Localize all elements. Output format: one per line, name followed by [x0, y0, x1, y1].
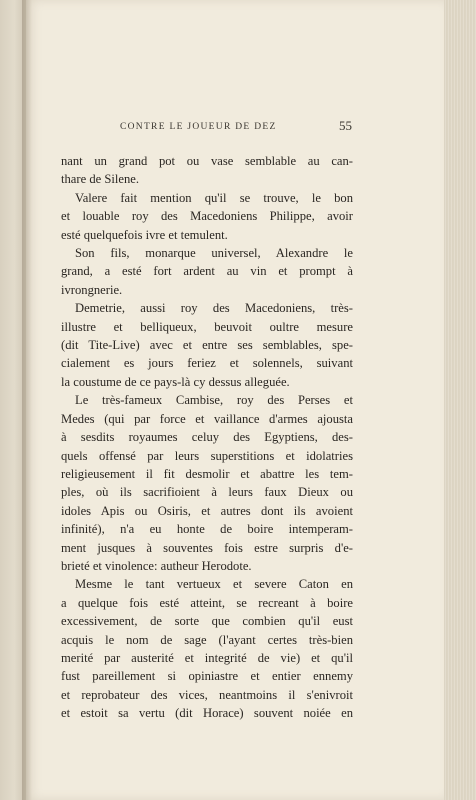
text-line: ivrongnerie. [61, 282, 123, 297]
text-line: grand, a esté fort ardent au vin et prompt à [61, 264, 353, 279]
page-number: 55 [339, 118, 352, 133]
text-line: et louable roy des Macedoniens Philippe, avoir [61, 209, 353, 224]
text-line: Demetrie, aussi roy des Macedoniens, très- [75, 301, 353, 316]
text-line: merité par austerité et integrité de vie) et qu'il [61, 650, 353, 665]
text-line: Valere fait mention qu'il se trouve, le bon [75, 190, 353, 205]
running-head: CONTRE LE JOUEUR DE DEZ [120, 122, 277, 132]
text-line: la coustume de ce pays-là cy dessus alleguée. [61, 374, 290, 389]
text-line: ment jusques à souventes fois estre surpris d'e- [61, 540, 353, 555]
text-line: Medes (qui par force et vaillance d'armes ajousta [61, 411, 353, 426]
text-line: a quelque fois esté atteint, se recreant à boire [61, 595, 353, 610]
book-gutter [22, 0, 32, 800]
text-line: (dit Tite-Live) avec et entre ses semblables, spe- [61, 338, 353, 353]
text-line: Son fils, monarque universel, Alexandre le [75, 246, 353, 261]
text-line: quels offensé par leurs superstitions et idolatries [61, 448, 353, 463]
text-line: fust pareillement si opiniastre et entier ennemy [61, 669, 353, 684]
page-header [120, 118, 352, 136]
text-line: ples, où ils sacrifioient à leurs faux Dieux ou [61, 485, 353, 500]
text-line: idoles Apis ou Osiris, et autres dont ils avoient [61, 503, 353, 518]
text-line: Mesme le tant vertueux et severe Caton en [75, 577, 353, 592]
text-line: esté quelquefois ivre et temulent. [61, 227, 228, 242]
text-line: à sesdits royaumes celuy des Egyptiens, des- [61, 430, 353, 445]
text-line: et reprobateur des vices, neantmoins il s'enivroit [61, 687, 353, 702]
text-line: infinité), n'a eu honte de boire intemperam- [61, 522, 353, 537]
text-line: cialement es jours feriez et solennels, suivant [61, 356, 353, 371]
text-line: nant un grand pot ou vase semblable au can- [61, 154, 353, 168]
text-line: Le très-fameux Cambise, roy des Perses et [75, 393, 353, 408]
text-line: thare de Silene. [61, 172, 139, 187]
text-line: brieté et vinolence: autheur Herodote. [61, 558, 252, 573]
body-text [61, 152, 353, 723]
page-stack-edge [444, 0, 476, 800]
text-line: excessivement, de sorte que combien qu'il eust [61, 614, 353, 629]
text-line: acquis le nom de sage (l'ayant certes très-bien [61, 632, 353, 647]
text-line: et estoit sa vertu (dit Horace) souvent noiée en [61, 706, 353, 721]
text-line: religieusement il fit desmolir et abattre les tem- [61, 466, 353, 481]
text-line: illustre et belliqueux, beuvoit oultre mesure [61, 319, 353, 334]
